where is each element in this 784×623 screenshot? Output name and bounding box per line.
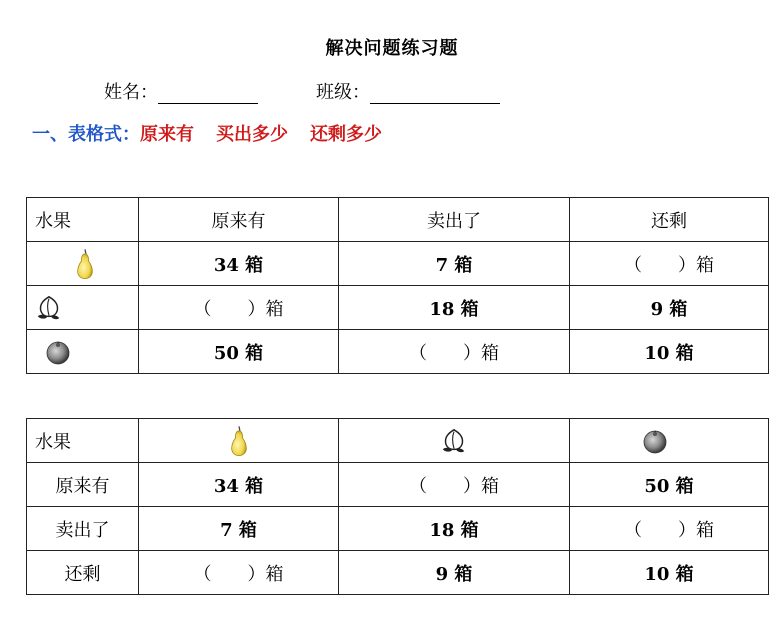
answer-blank[interactable]: （ ）箱 [339,463,570,507]
header-fruit: 水果 [27,198,139,242]
row-label-original: 原来有 [27,463,139,507]
section-heading [32,120,404,146]
table-cell: 18 箱 [339,286,570,330]
class-field[interactable] [316,78,500,104]
apple-icon [642,428,668,454]
peach-icon [35,294,63,322]
answer-blank[interactable]: （ ）箱 [570,242,769,286]
table-header-row [27,198,769,242]
fruit-cell [27,242,139,286]
table-cell: 50 箱 [139,330,339,374]
header-remaining: 还剩 [570,198,769,242]
header-original: 原来有 [139,198,339,242]
table-cell: 9 箱 [570,286,769,330]
answer-blank[interactable]: （ ）箱 [139,551,339,595]
name-label: 姓名： [104,82,158,103]
name-field[interactable] [104,78,258,104]
section-item-remaining: 还剩多少 [310,124,382,145]
table-row [27,286,769,330]
table-row [27,330,769,374]
section-item-original: 原来有 [140,124,194,145]
table-cell: 18 箱 [339,507,570,551]
class-blank[interactable] [370,85,500,104]
table-cell: 10 箱 [570,330,769,374]
row-label-remaining: 还剩 [27,551,139,595]
name-blank[interactable] [158,85,258,104]
pear-icon [74,247,96,281]
answer-blank[interactable]: （ ）箱 [570,507,769,551]
answer-blank[interactable]: （ ）箱 [339,330,570,374]
fruit-cell [27,286,139,330]
worksheet-title: 解决问题练习题 [325,38,459,59]
table-cell: 34 箱 [139,463,339,507]
fruit-cell [139,419,339,463]
fruit-cell [27,330,139,374]
table-header-row [27,419,769,463]
peach-icon [440,427,468,455]
fruit-table-2 [26,418,769,595]
table-row [27,551,769,595]
section-item-sold: 买出多少 [216,124,288,145]
table-cell: 7 箱 [139,507,339,551]
pear-icon [228,424,250,458]
table-cell: 9 箱 [339,551,570,595]
row-label-sold: 卖出了 [27,507,139,551]
table-cell: 10 箱 [570,551,769,595]
header-sold: 卖出了 [339,198,570,242]
table-row [27,507,769,551]
table-cell: 34 箱 [139,242,339,286]
fruit-table-1 [26,197,769,374]
table-row [27,242,769,286]
table-row [27,463,769,507]
table-cell: 50 箱 [570,463,769,507]
apple-icon [45,339,71,365]
answer-blank[interactable]: （ ）箱 [139,286,339,330]
table-cell: 7 箱 [339,242,570,286]
fruit-cell [339,419,570,463]
class-label: 班级： [316,82,370,103]
header-fruit: 水果 [27,419,139,463]
fruit-cell [570,419,769,463]
section-label: 一、表格式： [32,124,140,145]
